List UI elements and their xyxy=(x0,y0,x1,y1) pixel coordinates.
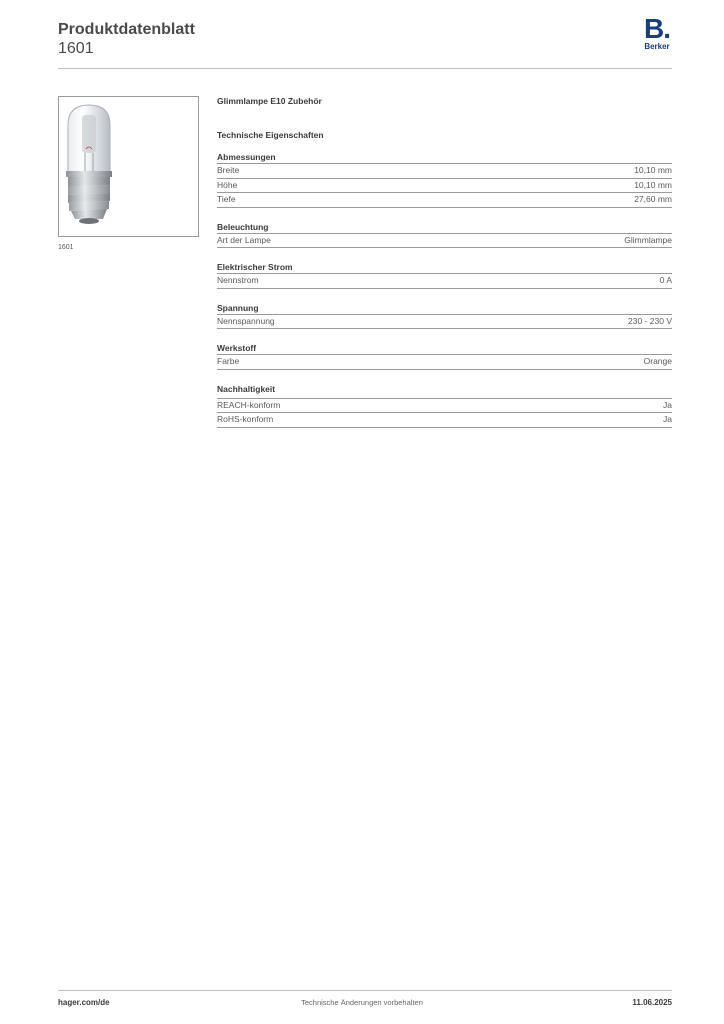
footer-website-link[interactable]: hager.com/de xyxy=(58,998,110,1007)
logo-text: Berker xyxy=(644,42,670,51)
spec-value: 27,60 mm xyxy=(634,194,672,204)
section-material xyxy=(217,343,672,370)
section-title: Abmessungen xyxy=(217,152,672,164)
spec-label: RoHS-konform xyxy=(217,414,274,424)
section-title: Spannung xyxy=(217,303,672,315)
footer-divider xyxy=(58,990,672,991)
spec-value: 10,10 mm xyxy=(634,179,672,190)
product-number: 1601 xyxy=(58,40,94,57)
spec-content xyxy=(217,96,672,428)
section-sustainability xyxy=(217,384,672,428)
image-caption: 1601 xyxy=(58,244,74,251)
section-title: Beleuchtung xyxy=(217,222,672,234)
tech-heading: Technische Eigenschaften xyxy=(217,130,324,140)
spec-row xyxy=(217,355,672,370)
spec-label: Farbe xyxy=(217,356,240,366)
spec-label: Höhe xyxy=(217,179,238,190)
spec-label: Nennspannung xyxy=(217,315,275,326)
glow-lamp-icon xyxy=(59,97,200,238)
section-current xyxy=(217,262,672,289)
footer-date: 11.06.2025 xyxy=(632,998,672,1007)
spec-value: 0 A xyxy=(659,275,672,285)
spec-row xyxy=(217,274,672,289)
spec-value: Glimmlampe xyxy=(624,234,672,245)
spec-label: Tiefe xyxy=(217,194,236,204)
spec-label: Art der Lampe xyxy=(217,234,271,245)
footer-disclaimer: Technische Änderungen vorbehalten xyxy=(301,998,423,1007)
section-dimensions xyxy=(217,152,672,208)
section-title: Nachhaltigkeit xyxy=(217,384,672,399)
product-name: Glimmlampe E10 Zubehör xyxy=(217,96,322,106)
spec-label: REACH-konform xyxy=(217,399,281,410)
spec-label: Breite xyxy=(217,165,240,175)
spec-value: Ja xyxy=(663,414,672,424)
spec-value: 10,10 mm xyxy=(634,165,672,175)
spec-value: 230 - 230 V xyxy=(628,315,672,326)
section-voltage xyxy=(217,303,672,330)
section-title: Elektrischer Strom xyxy=(217,262,672,274)
spec-row xyxy=(217,315,672,330)
spec-row xyxy=(217,179,672,194)
spec-value: Ja xyxy=(663,399,672,410)
berker-logo xyxy=(640,13,674,51)
spec-label: Nennstrom xyxy=(217,275,259,285)
spec-row xyxy=(217,413,672,428)
spec-row xyxy=(217,399,672,414)
header-divider xyxy=(58,68,672,69)
product-image xyxy=(58,96,199,237)
section-title: Werkstoff xyxy=(217,343,672,355)
section-lighting xyxy=(217,222,672,249)
logo-letter: B. xyxy=(643,13,670,44)
spec-row xyxy=(217,193,672,208)
page-title: Produktdatenblatt xyxy=(58,21,195,38)
spec-value: Orange xyxy=(643,356,672,366)
spec-row xyxy=(217,234,672,249)
spec-row xyxy=(217,164,672,179)
